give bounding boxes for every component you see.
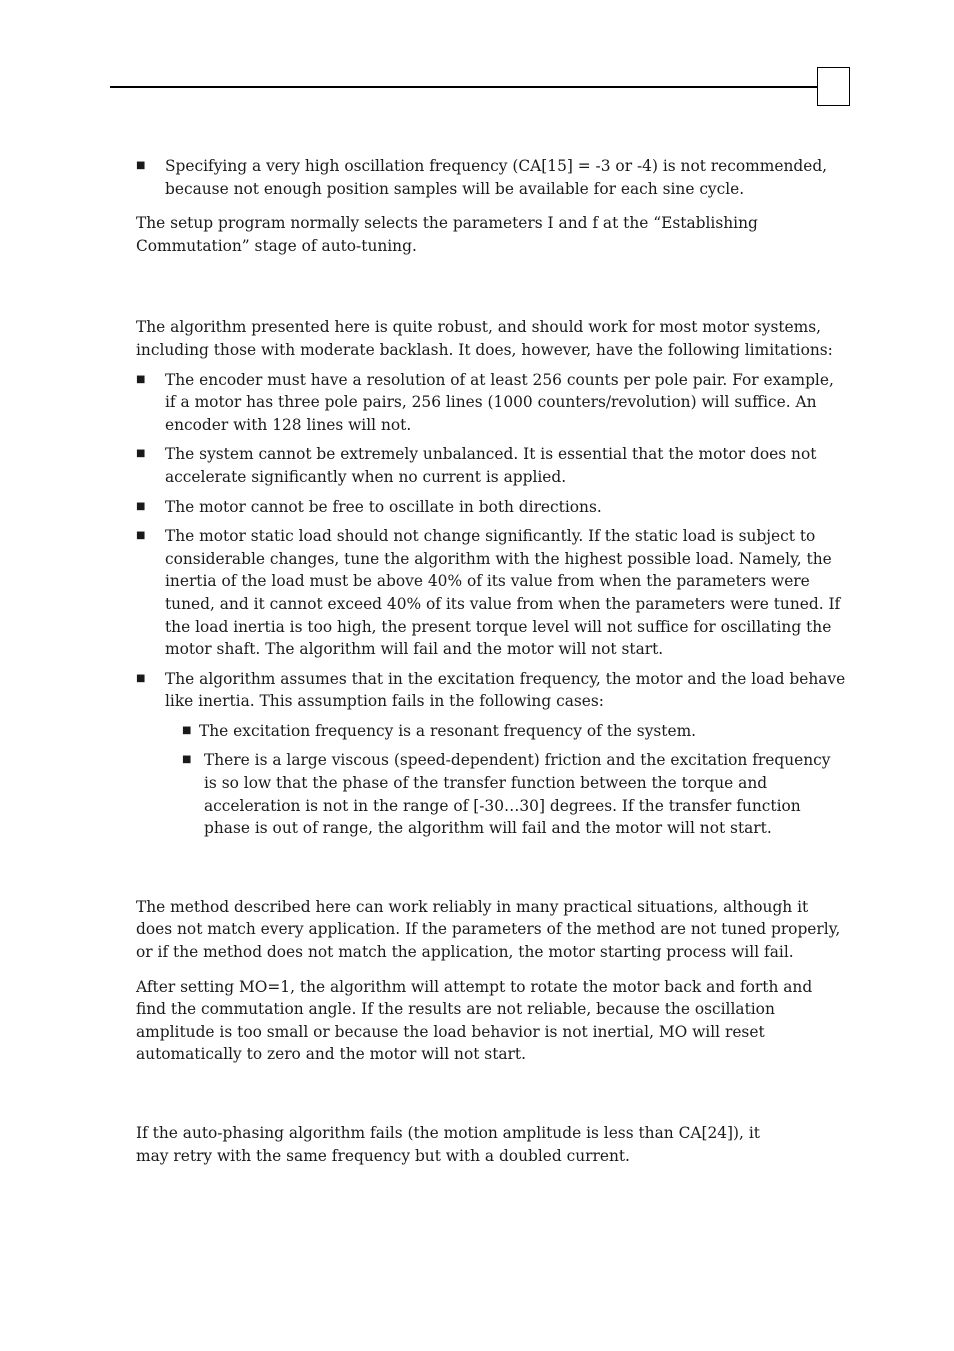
square-bullet-icon: ■	[136, 530, 146, 542]
square-bullet-icon: ■	[136, 160, 146, 171]
list-item	[136, 496, 846, 519]
list-item-text: The algorithm assumes that in the excitation frequency, the motor and the load behave like inertia. This assumption fails in the following cases:	[165, 669, 846, 711]
list-item	[136, 668, 846, 713]
list-item-text: The motor static load should not change significantly. If the static load is subject to considerable changes, tune the algorithm with the highest possible load. Namely, the inertia of the load must be above 40% of its value from when the parameters were tuned, and it cannot exceed 40% of its value from when the parameters were tuned. If the load inertia is too high, the present torque level will not suffice for oscillating the motor shaft. The algorithm will fail and the motor will not start.	[165, 527, 841, 659]
sub-list-item	[136, 749, 846, 839]
square-bullet-icon: ■	[136, 373, 146, 385]
square-bullet-icon: ■	[182, 754, 192, 766]
paragraph: The setup program normally selects the parameters I and f at the “Establishing Commutation” stage of auto-tuning.	[136, 214, 758, 255]
square-bullet-icon: ■	[136, 672, 146, 684]
square-bullet-icon: ■	[136, 500, 146, 512]
header-rule	[110, 86, 818, 88]
list-item-text: Specifying a very high oscillation frequency (CA[15] = -3 or -4) is not recommended, because not enough position samples will be available for each sine cycle.	[165, 157, 828, 198]
paragraph: The algorithm presented here is quite robust, and should work for most motor systems, including those with moderate backlash. It does, however, have the following limitations:	[136, 318, 833, 359]
square-bullet-icon: ■	[136, 448, 146, 460]
square-bullet-icon: ■	[182, 724, 192, 736]
sub-list-item-text: There is a large viscous (speed-dependent) friction and the excitation frequency is so low that the phase of the transfer function between the torque and acceleration is not in the range of [-30…30] degrees. If the transfer function phase is out of range, the algorithm will fail and the motor will not start.	[204, 751, 831, 838]
page-content	[136, 155, 846, 1167]
list-item	[136, 369, 846, 437]
paragraph: If the auto-phasing algorithm fails (the motion amplitude is less than CA[24]), it may retry with the same frequency but with a doubled current.	[136, 1124, 760, 1165]
list-item-text: The encoder must have a resolution of at least 256 counts per pole pair. For example, if a motor has three pole pairs, 256 lines (1000 counters/revolution) will suffice. An encoder with 128 lines will not.	[165, 370, 834, 434]
list-item	[136, 443, 846, 488]
paragraph: The method described here can work reliably in many practical situations, although it does not match every application. If the parameters of the method are not tuned properly, or if the method does not match the application, the motor starting process will fail.	[136, 897, 841, 962]
sub-list-item-text: The excitation frequency is a resonant frequency of the system.	[199, 721, 697, 740]
paragraph: After setting MO=1, the algorithm will attempt to rotate the motor back and forth and find the commutation angle. If the results are not reliable, because the oscillation amplitude is too small or because the load behavior is not inertial, MO will reset automatically to zero and the motor will not start.	[136, 977, 813, 1064]
list-item	[136, 525, 846, 661]
sub-list-item	[136, 720, 846, 743]
page-number-box	[817, 67, 850, 106]
list-item	[136, 155, 846, 200]
list-item-text: The system cannot be extremely unbalanced. It is essential that the motor does not accelerate significantly when no current is applied.	[165, 445, 817, 486]
list-item-text: The motor cannot be free to oscillate in both directions.	[165, 497, 602, 516]
